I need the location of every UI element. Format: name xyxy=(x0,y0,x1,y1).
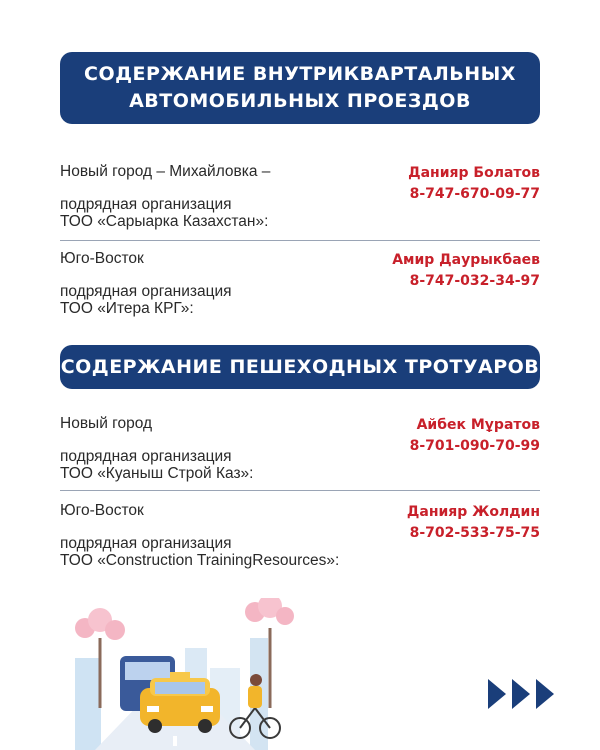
contact-phone[interactable]: 8-702-533-75-75 xyxy=(409,525,540,541)
contact-info xyxy=(392,250,540,292)
entry-details xyxy=(60,250,232,317)
district-name: Новый город xyxy=(60,415,153,432)
contractor-entry xyxy=(60,502,540,572)
contact-name: Данияр Болатов xyxy=(408,165,540,181)
divider xyxy=(60,240,540,241)
org-label: подрядная организация xyxy=(60,196,232,213)
district-name: Юго-Восток xyxy=(60,250,144,267)
district-name: Новый город – Михайловка – xyxy=(60,163,271,180)
contractor-entry xyxy=(60,250,540,320)
section-title-line: СОДЕРЖАНИЕ ВНУТРИКВАРТАЛЬНЫХ xyxy=(84,63,516,85)
section-title-line: СОДЕРЖАНИЕ ПЕШЕХОДНЫХ ТРОТУАРОВ xyxy=(60,356,540,378)
org-name: ТОО «Итера КРГ»: xyxy=(60,300,194,317)
contractor-entry xyxy=(60,163,540,233)
section-header-sidewalks xyxy=(60,345,540,389)
contact-name: Данияр Жолдин xyxy=(406,504,540,520)
org-name: ТОО «Construction TrainingResources»: xyxy=(60,552,340,569)
org-label: подрядная организация xyxy=(60,535,232,552)
contact-phone[interactable]: 8-747-032-34-97 xyxy=(409,273,540,289)
section-title-line: АВТОМОБИЛЬНЫХ ПРОЕЗДОВ xyxy=(129,90,471,112)
entry-details xyxy=(60,415,254,482)
contact-name: Айбек Мұратов xyxy=(416,417,540,433)
contact-phone[interactable]: 8-701-090-70-99 xyxy=(409,438,540,454)
district-name: Юго-Восток xyxy=(60,502,144,519)
contact-info xyxy=(408,163,540,205)
city-street-illustration-icon xyxy=(55,598,295,750)
org-name: ТОО «Куаныш Строй Каз»: xyxy=(60,465,254,482)
contact-name: Амир Даурыкбаев xyxy=(392,252,540,268)
entry-details xyxy=(60,163,270,230)
org-label: подрядная организация xyxy=(60,448,232,465)
contact-info xyxy=(407,502,540,544)
triple-chevron-right-icon[interactable] xyxy=(488,679,560,709)
contact-phone[interactable]: 8-747-670-09-77 xyxy=(409,186,540,202)
contact-info xyxy=(410,415,540,457)
contractor-entry xyxy=(60,415,540,485)
section-header-roads xyxy=(60,52,540,124)
org-name: ТОО «Сарыарка Казахстан»: xyxy=(60,213,269,230)
entry-details xyxy=(60,502,339,569)
org-label: подрядная организация xyxy=(60,283,232,300)
divider xyxy=(60,490,540,491)
